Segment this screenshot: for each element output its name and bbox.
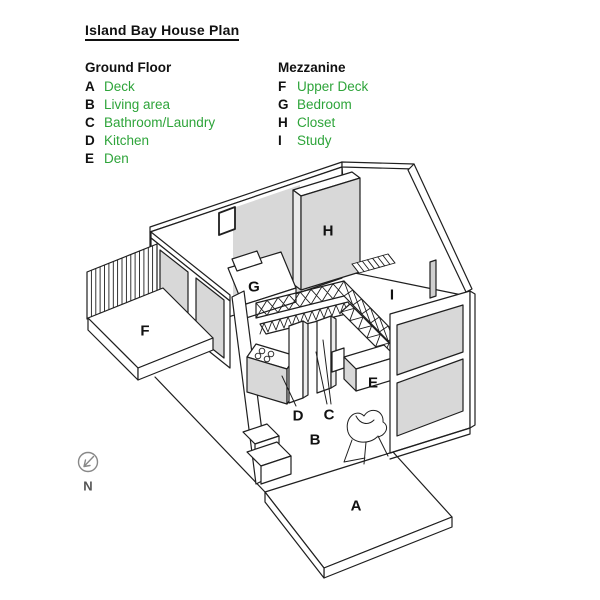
- room-label-d: D: [292, 407, 304, 425]
- room-label-g: G: [248, 278, 260, 296]
- roof-edge: [342, 162, 472, 295]
- legend-label: Upper Deck: [297, 79, 369, 94]
- legend-key: F: [278, 79, 287, 94]
- room-label-a: A: [350, 497, 362, 515]
- den-desk-shape: [332, 345, 396, 391]
- storage-boxes: [243, 424, 291, 484]
- legend-label: Deck: [104, 79, 135, 94]
- legend-label: Closet: [297, 115, 336, 130]
- legend-label: Study: [297, 133, 332, 148]
- room-label-h: H: [322, 222, 334, 240]
- legend-label: Bedroom: [297, 97, 352, 112]
- legend-key: E: [85, 151, 95, 166]
- legend-label: Kitchen: [104, 133, 150, 148]
- deck-a-shape: [265, 452, 452, 578]
- legend-key: A: [85, 79, 95, 94]
- legend-key: I: [278, 133, 282, 148]
- clerestory-window: [219, 207, 235, 235]
- legend-key: G: [278, 97, 289, 112]
- legend-label: Bathroom/Laundry: [104, 115, 216, 130]
- legend-ground-header: Ground Floor: [85, 60, 172, 75]
- room-label-i: I: [389, 286, 395, 304]
- page-title: Island Bay House Plan: [85, 22, 239, 41]
- room-label-b: B: [309, 431, 321, 449]
- legend-mezzanine-header: Mezzanine: [278, 60, 346, 75]
- north-label: N: [83, 478, 93, 494]
- glass-wall-east: [390, 291, 475, 459]
- room-label-c: C: [323, 406, 335, 424]
- legend-key: C: [85, 115, 95, 130]
- legend-key: B: [85, 97, 95, 112]
- room-label-e: E: [367, 374, 379, 392]
- room-label-f: F: [140, 322, 150, 340]
- legend-label: Living area: [104, 97, 171, 112]
- legend-label: Den: [104, 151, 129, 166]
- legend-key: D: [85, 133, 95, 148]
- study-partition: [430, 260, 436, 298]
- legend-key: H: [278, 115, 288, 130]
- north-arrow-icon: [79, 453, 98, 472]
